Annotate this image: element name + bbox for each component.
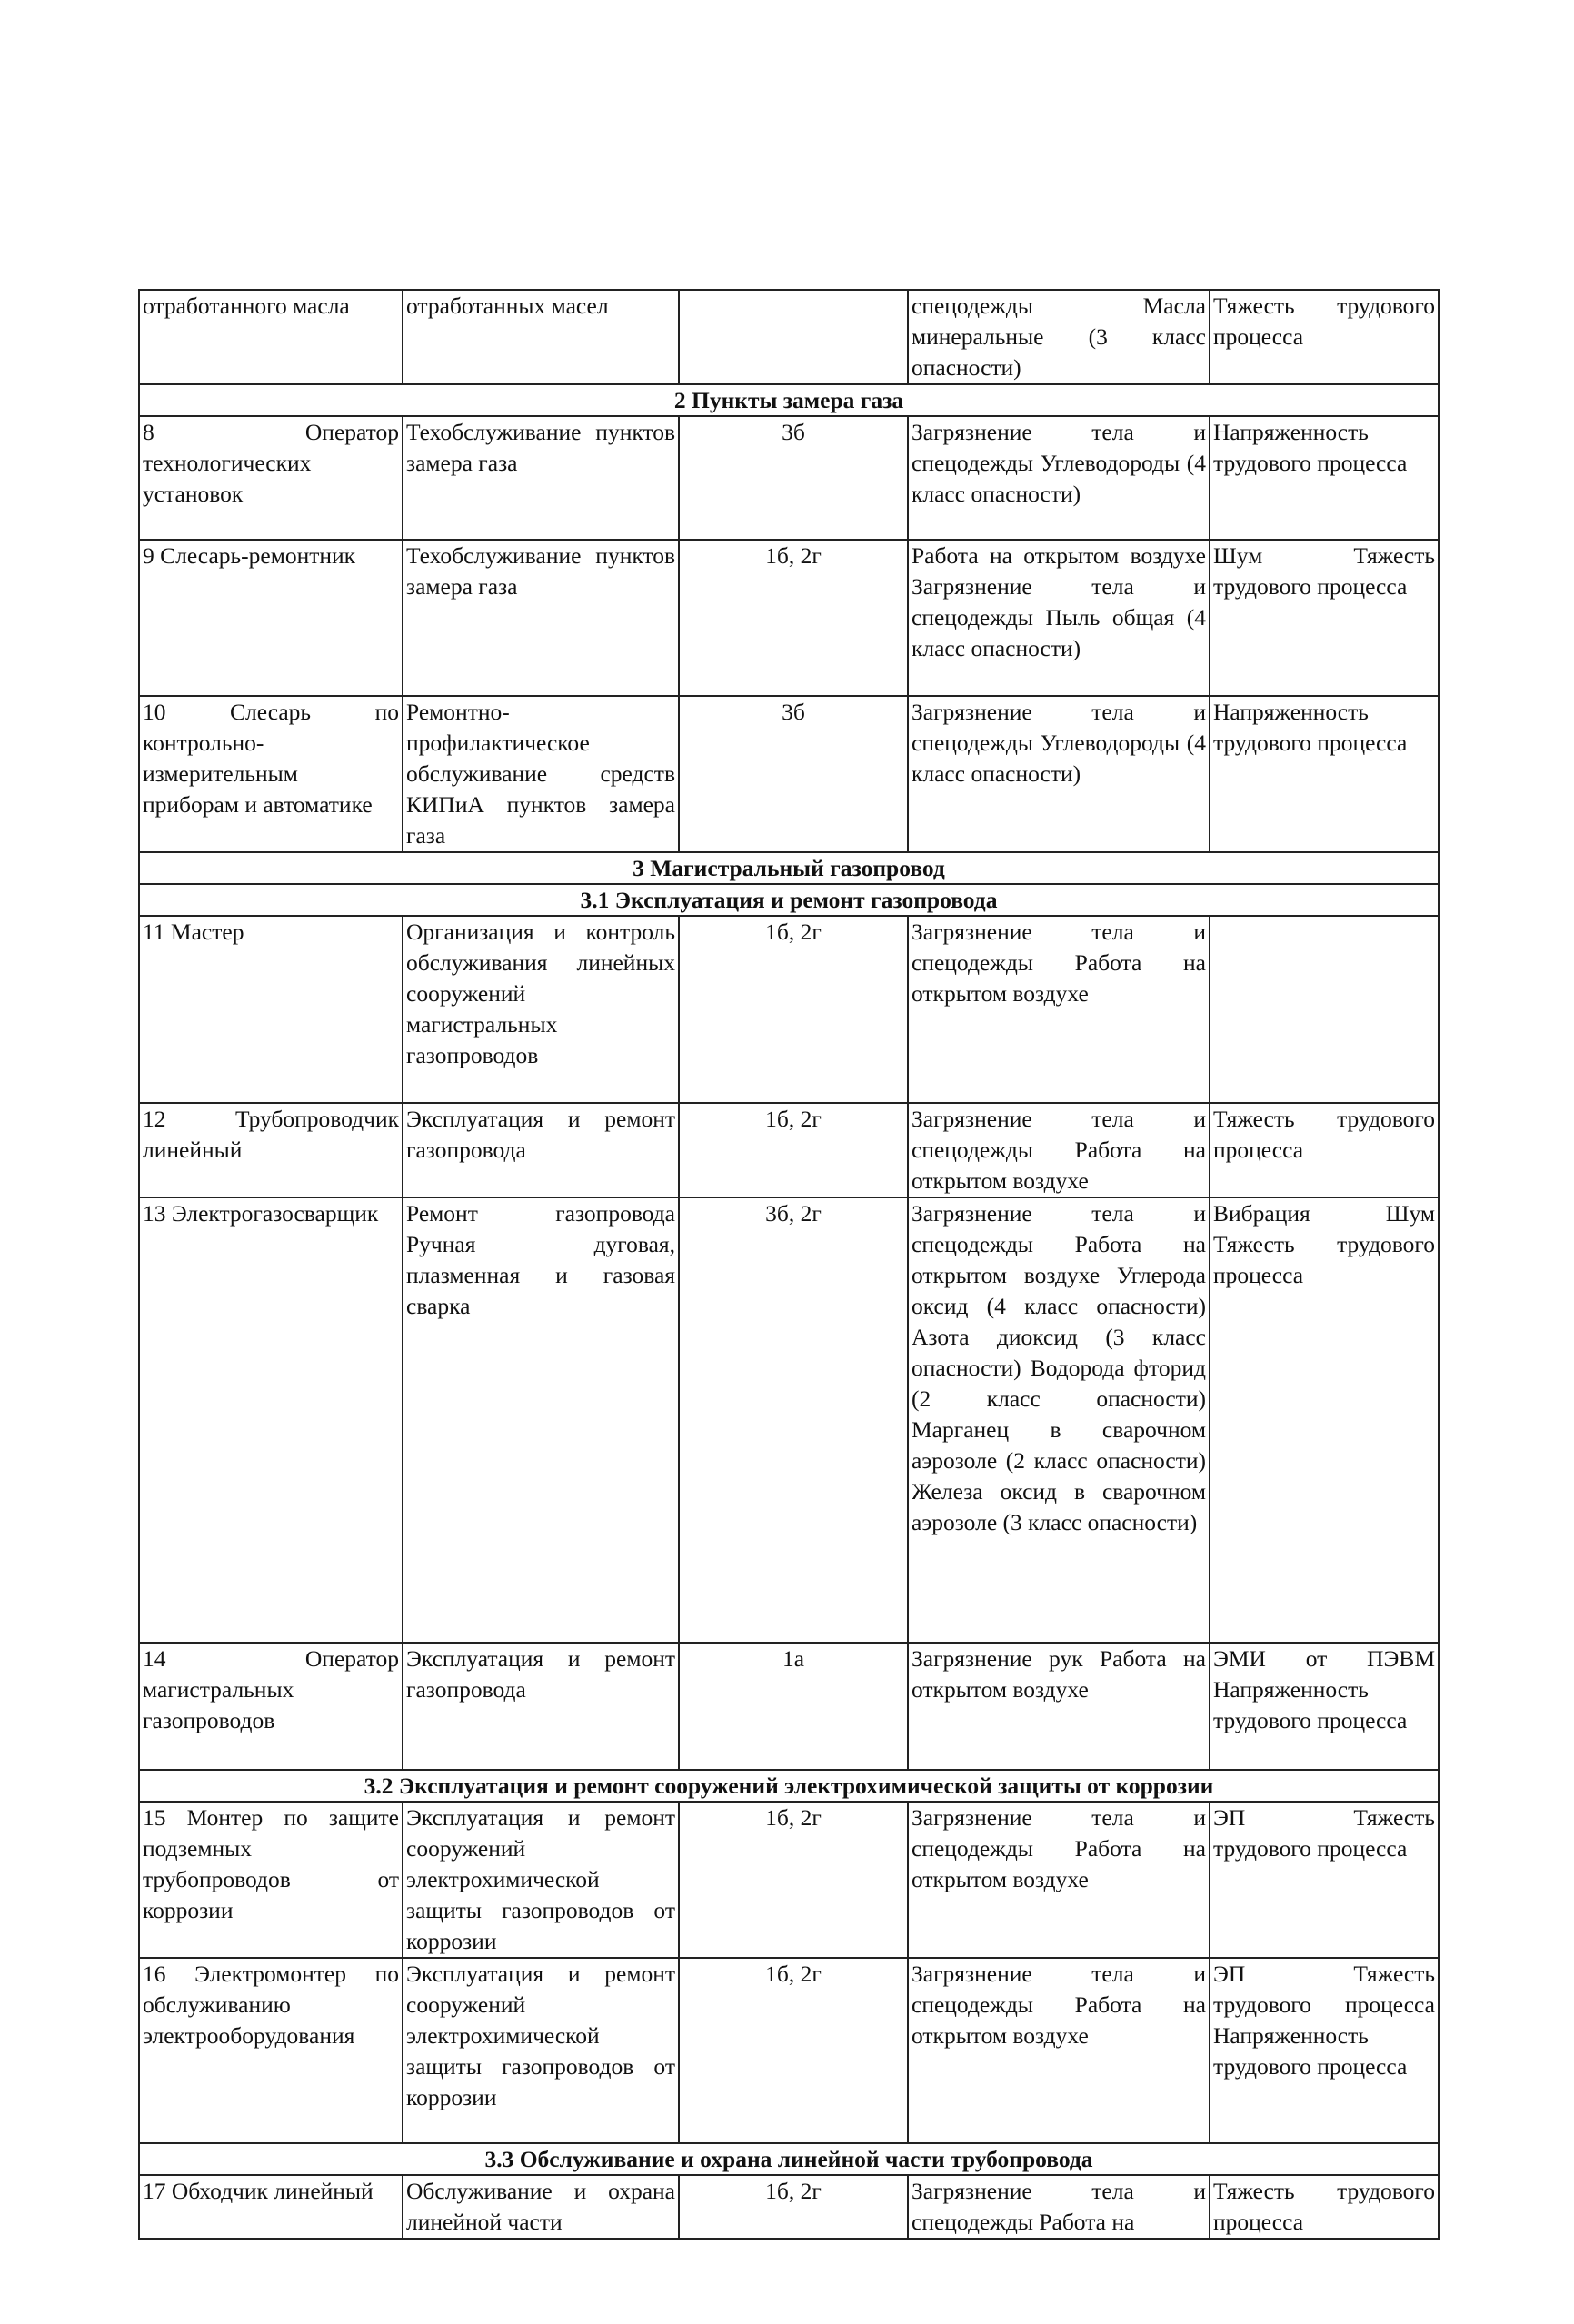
work-cell: Обслуживание и охрана линейной части [403,2175,679,2239]
table-row [139,540,1439,696]
code-cell: 3б, 2г [679,1197,908,1643]
chemical-factors-cell: Загрязнение тела и спецодежды Работа на открытом воздухе [908,1103,1210,1197]
section-row [139,1770,1439,1802]
chemical-factors-cell: Загрязнение тела и спецодежды Работа на открытом воздухе [908,916,1210,1103]
section-title: 2 Пункты замера газа [139,384,1439,416]
table-row [139,1958,1439,2143]
section-row [139,384,1439,416]
profession-cell: отработанного масла [139,290,403,384]
section-title: 3 Магистральный газопровод [139,852,1439,884]
physical-factors-cell: ЭП Тяжесть трудового процесса [1210,1802,1439,1958]
profession-cell: 8 Оператор технологических установок [139,416,403,540]
profession-cell: 16 Электромонтер по обслуживанию электрооборудования [139,1958,403,2143]
profession-cell: 13 Электрогазосварщик [139,1197,403,1643]
work-cell: Ремонт газопровода Ручная дуговая, плазменная и газовая сварка [403,1197,679,1643]
code-cell: 3б [679,416,908,540]
profession-cell: 9 Слесарь-ремонтник [139,540,403,696]
chemical-factors-cell: спецодежды Масла минеральные (3 класс опасности) [908,290,1210,384]
section-row [139,884,1439,916]
chemical-factors-cell: Загрязнение тела и спецодежды Работа на открытом воздухе Углерода оксид (4 класс опасности) Азота диоксид (3 класс опасности) Водорода фторид (2 класс опасности) Марганец в сварочном аэрозоле (2 класс опасности) Железа оксид в сварочном аэрозоле (3 класс опасности) [908,1197,1210,1643]
profession-cell: 12 Трубопроводчик линейный [139,1103,403,1197]
code-cell: 1б, 2г [679,916,908,1103]
section-row [139,2143,1439,2175]
code-cell: 1б, 2г [679,1802,908,1958]
work-cell: Эксплуатация и ремонт сооружений электрохимической защиты газопроводов от коррозии [403,1802,679,1958]
physical-factors-cell: Напряженность трудового процесса [1210,696,1439,852]
code-cell: 1б, 2г [679,1103,908,1197]
table-row [139,696,1439,852]
section-title: 3.3 Обслуживание и охрана линейной части трубопровода [139,2143,1439,2175]
physical-factors-cell: Напряженность трудового процесса [1210,416,1439,540]
work-cell: Эксплуатация и ремонт сооружений электрохимической защиты газопроводов от коррозии [403,1958,679,2143]
physical-factors-cell: Тяжесть трудового процесса [1210,1103,1439,1197]
work-cell: отработанных масел [403,290,679,384]
section-title: 3.1 Эксплуатация и ремонт газопровода [139,884,1439,916]
table-row [139,416,1439,540]
chemical-factors-cell: Загрязнение рук Работа на открытом воздухе [908,1643,1210,1770]
section-row [139,852,1439,884]
code-cell [679,290,908,384]
code-cell: 1б, 2г [679,1958,908,2143]
table-row [139,1103,1439,1197]
work-cell: Техобслуживание пунктов замера газа [403,416,679,540]
profession-cell: 11 Мастер [139,916,403,1103]
table-row [139,916,1439,1103]
chemical-factors-cell: Загрязнение тела и спецодежды Работа на [908,2175,1210,2239]
code-cell: 1б, 2г [679,540,908,696]
table-row [139,290,1439,384]
profession-cell: 17 Обходчик линейный [139,2175,403,2239]
work-cell: Эксплуатация и ремонт газопровода [403,1103,679,1197]
work-cell: Организация и контроль обслуживания линейных сооружений магистральных газопроводов [403,916,679,1103]
table-row [139,1643,1439,1770]
chemical-factors-cell: Загрязнение тела и спецодежды Углеводороды (4 класс опасности) [908,416,1210,540]
chemical-factors-cell: Работа на открытом воздухе Загрязнение тела и спецодежды Пыль общая (4 класс опасности) [908,540,1210,696]
table-row [139,2175,1439,2239]
work-cell: Ремонтно-профилактическое обслуживание средств КИПиА пунктов замера газа [403,696,679,852]
profession-cell: 15 Монтер по защите подземных трубопроводов от коррозии [139,1802,403,1958]
chemical-factors-cell: Загрязнение тела и спецодежды Углеводороды (4 класс опасности) [908,696,1210,852]
physical-factors-cell: Тяжесть трудового процесса [1210,290,1439,384]
chemical-factors-cell: Загрязнение тела и спецодежды Работа на открытом воздухе [908,1802,1210,1958]
code-cell: 1а [679,1643,908,1770]
hazard-table [138,289,1440,2240]
physical-factors-cell: ЭМИ от ПЭВМ Напряженность трудового процесса [1210,1643,1439,1770]
profession-cell: 10 Слесарь по контрольно-измерительным приборам и автоматике [139,696,403,852]
chemical-factors-cell: Загрязнение тела и спецодежды Работа на открытом воздухе [908,1958,1210,2143]
table-row [139,1802,1439,1958]
code-cell: 1б, 2г [679,2175,908,2239]
code-cell: 3б [679,696,908,852]
hazard-table-body [139,290,1439,2239]
work-cell: Техобслуживание пунктов замера газа [403,540,679,696]
physical-factors-cell: ЭП Тяжесть трудового процесса Напряженность трудового процесса [1210,1958,1439,2143]
physical-factors-cell: Тяжесть трудового процесса [1210,2175,1439,2239]
physical-factors-cell [1210,916,1439,1103]
profession-cell: 14 Оператор магистральных газопроводов [139,1643,403,1770]
physical-factors-cell: Вибрация Шум Тяжесть трудового процесса [1210,1197,1439,1643]
work-cell: Эксплуатация и ремонт газопровода [403,1643,679,1770]
physical-factors-cell: Шум Тяжесть трудового процесса [1210,540,1439,696]
table-row [139,1197,1439,1643]
section-title: 3.2 Эксплуатация и ремонт сооружений электрохимической защиты от коррозии [139,1770,1439,1802]
